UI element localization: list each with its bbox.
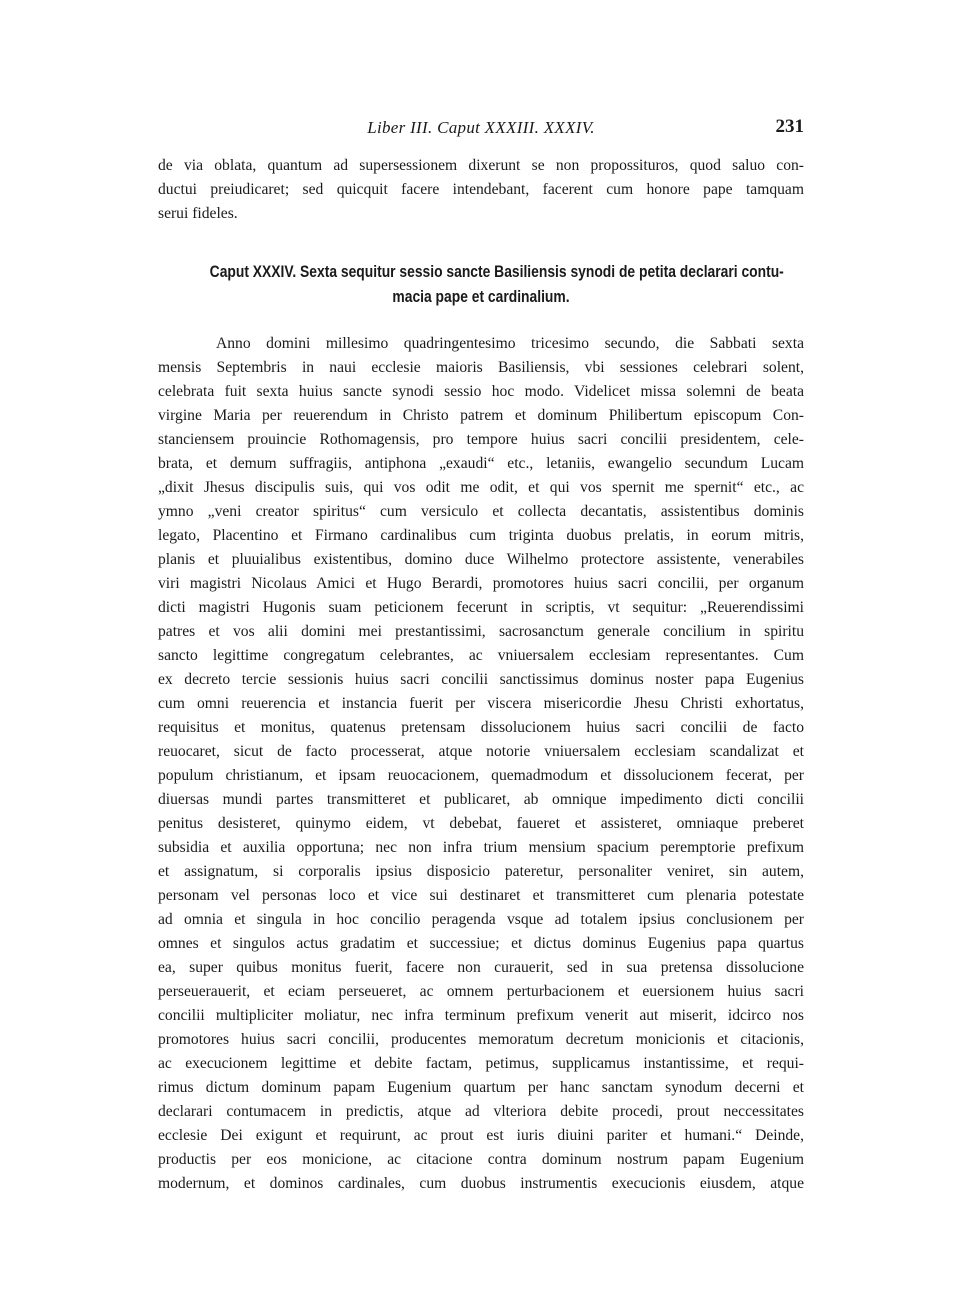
- text-line: requisitus et monitus, quatenus pretensam dissolucionem huius sacri concilii de facto: [158, 719, 804, 736]
- text-line: subsidia et auxilia opportuna; nec non infra trium mensium spacium peremptorie prefixum: [158, 839, 804, 856]
- page-number: 231: [775, 116, 804, 137]
- text-line: promotores huius sacri concilii, producentes memoratum decretum monicionis et citacionis,: [158, 1031, 804, 1048]
- text-line: concilii multipliciter moliatur, nec infra terminum prefixum venerit aut miserit, idcirco nos: [158, 1007, 804, 1024]
- text-line: celebrata fuit sexta huius sancte synodi sessio hoc modo. Videlicet missa solemni de beata: [158, 383, 804, 400]
- text-line: populum christianum, et ipsam reuocacionem, quemadmodum et dissolucionem fecerat, per: [158, 767, 804, 784]
- text-line: viri magistri Nicolaus Amici et Hugo Berardi, promotores huius sacri concilii, per organum: [158, 575, 804, 592]
- text-line: de via oblata, quantum ad supersessionem dixerunt se non propossituros, quod saluo con-: [158, 157, 804, 174]
- text-line: personam vel personas loco et vice sui destinaret et transmitteret cum plenaria potestate: [158, 887, 804, 904]
- text-line: brata, et demum suffragiis, antiphona „exaudi“ etc., letaniis, ewangelio secundum Lucam: [158, 455, 804, 472]
- text-line: ac execucionem legittime et debite factam, petimus, supplicamus instantissime, et requi-: [158, 1055, 804, 1072]
- text-line: Anno domini millesimo quadringentesimo tricesimo secundo, die Sabbati sexta: [216, 335, 804, 352]
- text-line: ductui preiudicaret; sed quicquit facere intendebant, facerent cum honore pape tamquam: [158, 181, 804, 198]
- text-line: reuocaret, sicut de facto processerat, atque notorie vniuersalem ecclesiam scandalizat et: [158, 743, 804, 760]
- text-line: dicti magistri Hugonis suam peticionem fecerunt in scriptis, vt sequitur: „Reuerendissimi: [158, 599, 804, 616]
- text-line: productis per eos monicione, ac citacione contra dominum nostrum papam Eugenium: [158, 1151, 804, 1168]
- text-line: ad omnia et singula in hoc concilio peragenda vsque ad totalem ipsius conclusionem per: [158, 911, 804, 928]
- text-line: et assignatum, si corporalis ipsius disposicio pateretur, personaliter veniret, sin autem,: [158, 863, 804, 880]
- text-line: modernum, et dominos cardinales, cum duobus instrumentis execucionis eiusdem, atque: [158, 1175, 804, 1192]
- text-line: planis et pluuialibus existentibus, domino duce Wilhelmo protectore assistente, venerabiles: [158, 551, 804, 568]
- text-line: perseuerauerit, et eciam perseueret, ac omnem perturbacionem et euersionem huius sacri: [158, 983, 804, 1000]
- text-line: serui fideles.: [158, 205, 238, 222]
- text-line: patres et vos alii domini mei prestantissimi, sacrosanctum generale concilium in spiritu: [158, 623, 804, 640]
- text-line: ecclesie Dei exigunt et requirunt, ac prout est iuris diuini pariter et humani.“ Deinde,: [158, 1127, 804, 1144]
- text-line: legato, Placentino et Firmano cardinalibus cum triginta duobus prelatis, in eorum mitris,: [158, 527, 804, 544]
- chapter-heading-line: macia pape et cardinalium.: [392, 288, 570, 306]
- text-line: ex decreto tercie sessionis huius sacri concilii sanctissimus dominus noster papa Eugenius: [158, 671, 804, 688]
- text-line: „dixit Jhesus discipulis suis, qui vos odit me odit, et qui vos spernit me spernit“ etc., ac: [158, 479, 804, 496]
- text-line: ea, super quibus monitus fuerit, facere non curauerit, sed in sua pretensa dissolucione: [158, 959, 804, 976]
- running-head-title: Liber III. Caput XXXIII. XXXIV.: [367, 118, 595, 137]
- text-line: mensis Septembris in naui ecclesie maioris Basiliensis, vbi sessiones celebrari solent,: [158, 359, 804, 376]
- text-line: sancto legittime congregatum celebrantes, ac vniuersalem ecclesiam representantes. Cum: [158, 647, 804, 664]
- running-head: [158, 118, 804, 146]
- text-line: penitus desisteret, quinymo eidem, vt debebat, faueret et assisteret, omniaque preberet: [158, 815, 804, 832]
- text-line: omnes et singulos actus gradatim et successiue; et dictus dominus Eugenius papa quartus: [158, 935, 804, 952]
- text-line: stanciensem prouincie Rothomagensis, pro tempore huius sacri concilii presidentem, cele-: [158, 431, 804, 448]
- chapter-heading-line: Caput XXXIV. Sexta sequitur sessio sancte Basiliensis synodi de petita declarari contu-: [209, 263, 784, 281]
- text-line: declarari contumacem in predictis, atque ad vlteriora debite procedi, prout neccessitates: [158, 1103, 804, 1120]
- text-line: cum omni reuerencia et instancia fuerit per viscera misericordie Jhesu Christi exhortatus,: [158, 695, 804, 712]
- text-line: diuersas mundi partes transmitteret et publicaret, ab omnique impedimento dicti concilii: [158, 791, 804, 808]
- text-line: virgine Maria per reuerendum in Christo patrem et dominum Philibertum episcopum Con-: [158, 407, 804, 424]
- text-line: rimus dictum dominum papam Eugenium quartum per hanc sanctam synodum decerni et: [158, 1079, 804, 1096]
- text-line: ymno „veni creator spiritus“ cum versiculo et collecta decantatis, assistentibus dominis: [158, 503, 804, 520]
